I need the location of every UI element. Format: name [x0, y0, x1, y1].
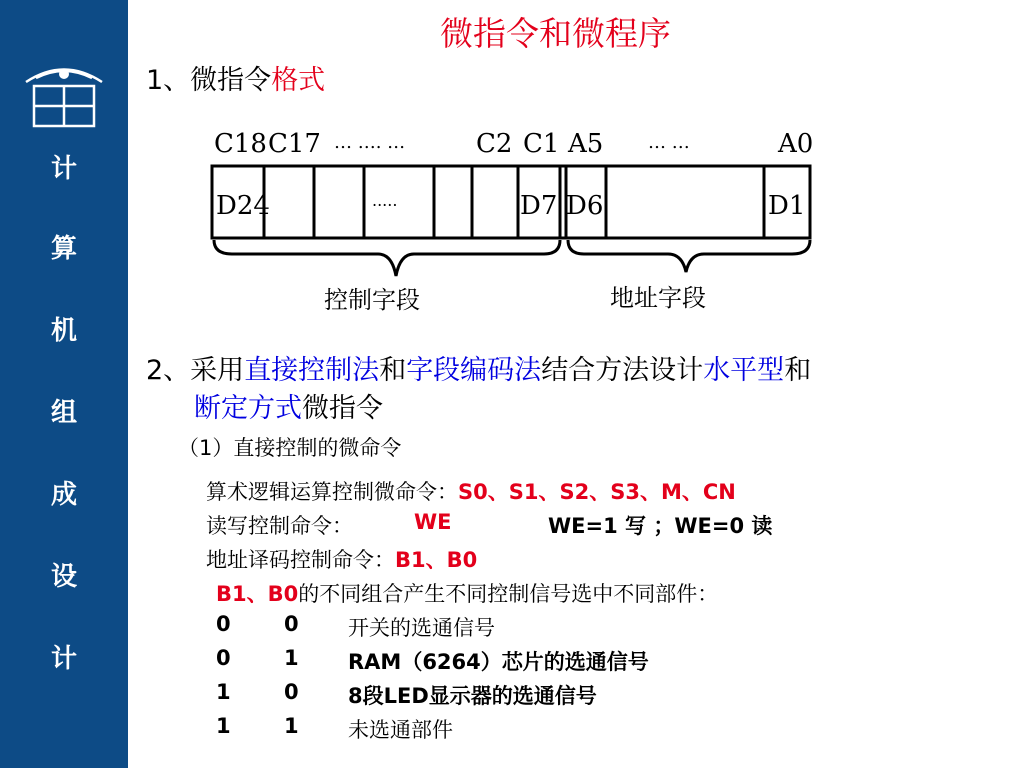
alu-values: S0、S1、S2、S3、M、CN	[458, 480, 736, 504]
sidebar-char: 机	[50, 316, 77, 346]
row-desc: 开关的选通信号	[348, 616, 495, 640]
row-b0: 1	[284, 714, 299, 738]
cell-d1: D1	[768, 191, 806, 221]
section-2-k2: 字段编码法	[406, 355, 542, 386]
rw-we: WE	[414, 510, 452, 534]
row-desc: 未选通部件	[348, 718, 453, 742]
label-dots-left: … …. …	[334, 132, 406, 153]
sidebar-char: 成	[50, 480, 77, 510]
sidebar-char: 计	[50, 644, 77, 674]
row-b0: 0	[284, 612, 299, 636]
alu-label: 算术逻辑运算控制微命令：	[206, 480, 458, 504]
cell-d7: D7	[520, 191, 558, 221]
label-a0: A0	[778, 129, 814, 159]
section-2-p2: 和	[379, 355, 407, 386]
addr-line	[206, 544, 477, 574]
label-dots-right: … …	[648, 132, 690, 153]
sub-1-heading: （1）直接控制的微命令	[178, 436, 402, 460]
label-c2: C2	[476, 129, 513, 159]
label-c18: C18	[214, 129, 267, 159]
school-logo-icon	[16, 52, 112, 132]
cell-d24: D24	[216, 191, 270, 221]
section-1-highlight: 格式	[271, 65, 326, 96]
row-b1: 1	[216, 680, 231, 704]
section-2-p5: 微指令	[302, 393, 383, 424]
row-desc: RAM（6264）芯片的选通信号	[348, 650, 649, 674]
row-b1: 1	[216, 714, 231, 738]
section-1-heading	[146, 58, 325, 97]
addr-values: B1、B0	[395, 548, 478, 572]
sidebar-char: 组	[50, 398, 77, 428]
sidebar-char: 设	[50, 562, 77, 592]
row-b0: 0	[284, 680, 299, 704]
section-2-line-1	[146, 348, 811, 387]
section-2-k1: 直接控制法	[244, 355, 380, 386]
section-2-p4: 和	[784, 355, 812, 386]
alu-line	[206, 476, 736, 506]
label-a5: A5	[568, 129, 604, 159]
combo-line	[216, 578, 718, 608]
combo-red: B1、B0	[216, 582, 299, 606]
label-c1: C1	[523, 129, 560, 159]
microinstruction-format-diagram	[208, 122, 828, 322]
section-2-p1: 2、采用	[146, 355, 245, 386]
sidebar-char: 算	[50, 234, 77, 264]
label-c17: C17	[268, 129, 321, 159]
sidebar	[0, 0, 128, 768]
section-2-p3: 结合方法设计	[541, 355, 704, 386]
section-2-k3: 水平型	[703, 355, 785, 386]
addr-label: 地址译码控制命令：	[206, 548, 395, 572]
section-1-prefix: 1、微指令	[146, 65, 272, 96]
rw-label: 读写控制命令：	[206, 514, 353, 538]
cell-d6: D6	[566, 191, 604, 221]
row-b1: 0	[216, 612, 231, 636]
rw-desc: WE=1 写 ；WE=0 读	[548, 514, 773, 538]
section-2-k4: 断定方式	[194, 393, 302, 424]
cell-dots: .....	[372, 191, 398, 210]
sidebar-char: 计	[50, 154, 77, 184]
section-2-line-2	[194, 386, 383, 425]
row-desc: 8段LED显示器的选通信号	[348, 684, 597, 708]
row-b0: 1	[284, 646, 299, 670]
combo-desc: 的不同组合产生不同控制信号选中不同部件：	[298, 582, 719, 606]
row-b1: 0	[216, 646, 231, 670]
control-field-label: 控制字段	[324, 286, 420, 314]
page-title: 微指令和微程序	[440, 14, 671, 53]
address-field-label: 地址字段	[610, 284, 706, 312]
